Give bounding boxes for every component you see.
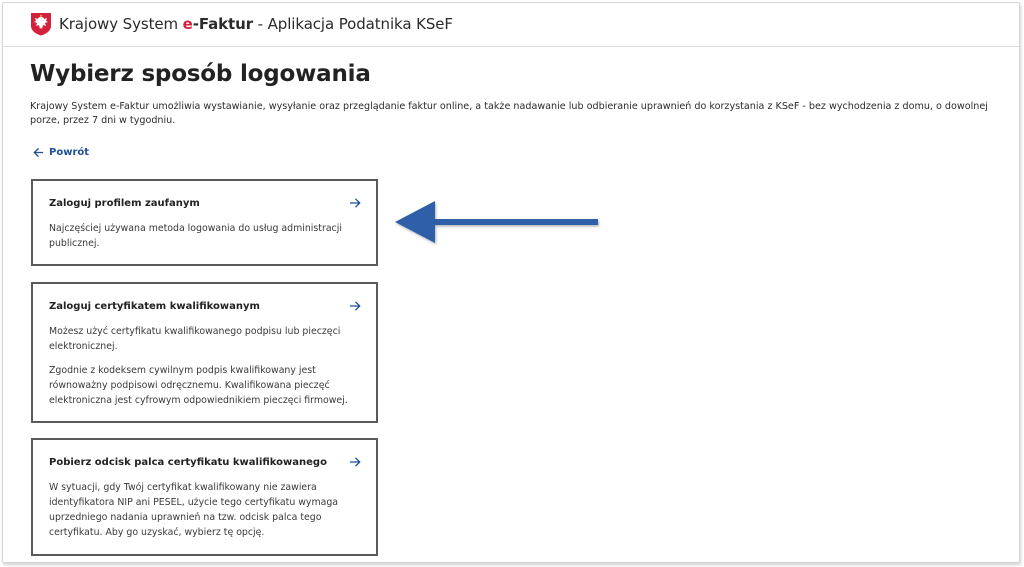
login-option-qualified-certificate[interactable] (31, 282, 378, 423)
back-link-label: Powrót (49, 147, 90, 158)
option-description-text: W sytuacji, gdy Twój certyfikat kwalifikowany nie zawiera identyfikatora NIP ani PESEL, użycie tego certyfikatu wymaga uprzedniego nadania uprawnień na tzw. odcisk palca tego certyfikatu. Aby go uzyskać, wybierz tę opcję. (49, 482, 339, 538)
login-option-trusted-profile[interactable] (31, 179, 378, 266)
app-title-suffix: - Aplikacja Podatnika KSeF (253, 15, 453, 33)
poland-eagle-emblem-icon (30, 12, 52, 36)
option-title: Pobierz odcisk palca certyfikatu kwalifikowanego (49, 457, 327, 468)
annotation-arrow-icon (395, 199, 601, 247)
arrow-left-icon (33, 147, 44, 158)
option-description-text: Zgodnie z kodeksem cywilnym podpis kwalifikowany jest równoważny podpisowi odręcznemu. Kwalifikowana pieczęć elektroniczna jest cyfrowym odpowiednikiem pieczęci firmowej. (49, 365, 348, 406)
app-header (3, 3, 1019, 47)
intro-text: Krajowy System e-Faktur umożliwia wystawianie, wysyłanie oraz przeglądanie faktur online, a także nadawanie lub odbieranie uprawnień do korzystania z KSeF - bez wychodzenia z domu, o dowolnej porze, przez 7 dni w tygodniu. (30, 101, 988, 126)
option-description-text: Możesz użyć certyfikatu kwalifikowanego podpisu lub pieczęci elektronicznej. (49, 326, 341, 352)
option-title: Zaloguj certyfikatem kwalifikowanym (49, 301, 260, 312)
app-title (59, 15, 453, 33)
option-description (49, 324, 349, 417)
option-title: Zaloguj profilem zaufanym (49, 198, 200, 209)
arrow-right-icon (349, 456, 361, 468)
back-link[interactable] (33, 147, 89, 158)
page-title: Wybierz sposób logowania (30, 61, 371, 87)
arrow-right-icon (349, 300, 361, 312)
option-description-text: Najczęściej używana metoda logowania do usług administracji publicznej. (49, 223, 342, 249)
app-title-prefix: Krajowy System (59, 15, 183, 33)
option-description (49, 221, 349, 260)
option-description (49, 480, 349, 549)
login-option-certificate-fingerprint[interactable] (31, 438, 378, 556)
brand-name: e-Faktur (182, 15, 253, 33)
app-window (2, 2, 1020, 563)
arrow-right-icon (349, 197, 361, 209)
